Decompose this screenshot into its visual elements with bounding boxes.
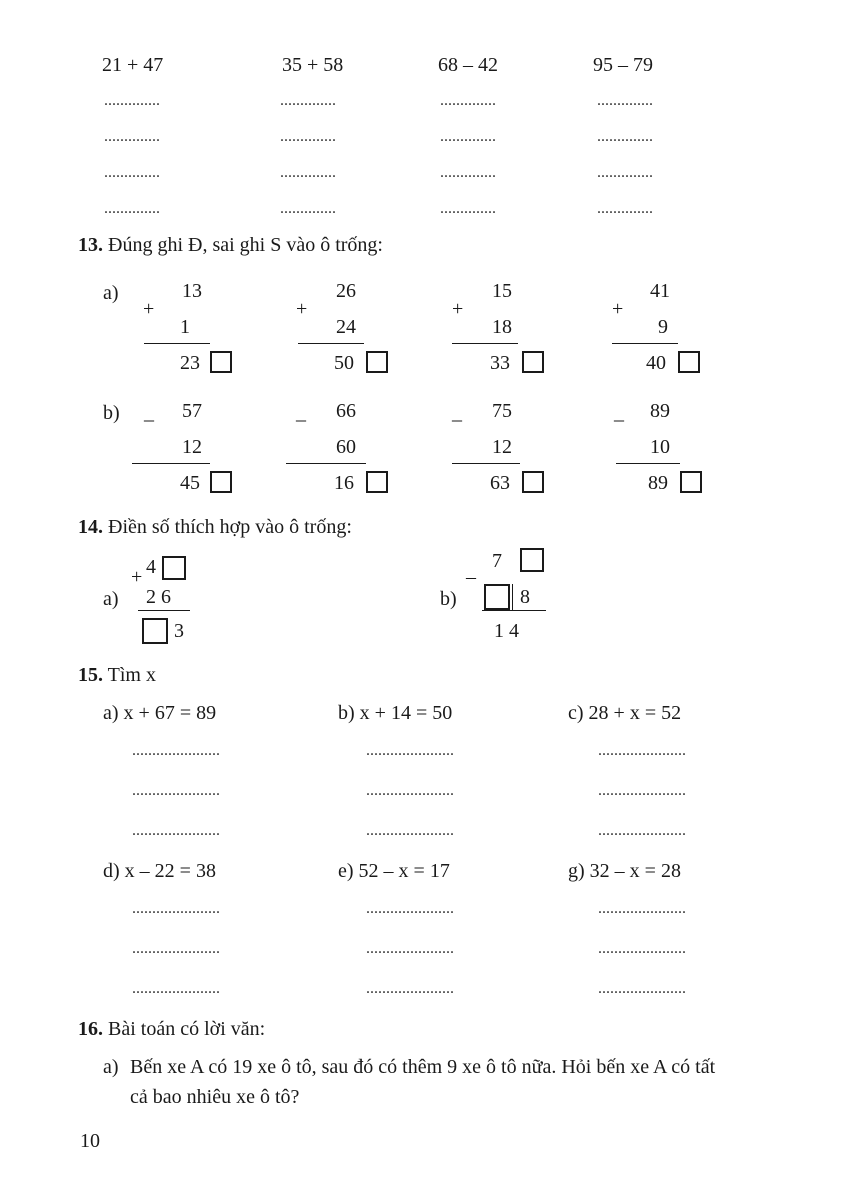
ex13-b3-answer-box[interactable] [522,471,544,493]
minus-sign: _ [144,402,154,424]
answer-line: .............. [440,164,496,181]
column-divider [512,584,513,610]
ex13-b2-result: 16 [334,472,354,494]
expr-3: 68 – 42 [438,54,498,76]
ex13-a3-bottom: 18 [492,316,512,338]
ex13-a2-result: 50 [334,352,354,374]
sum-line [144,343,210,344]
ex13-a1-answer-box[interactable] [210,351,232,373]
answer-line: ...................... [366,782,454,799]
plus-sign: + [612,298,624,320]
ex14-a-top-box[interactable] [162,556,186,580]
ex14-a-label: a) [103,588,119,610]
ex13-a3-answer-box[interactable] [522,351,544,373]
ex15-e: e) 52 – x = 17 [338,860,450,882]
ex13-b2-answer-box[interactable] [366,471,388,493]
ex15-c: c) 28 + x = 52 [568,702,682,724]
answer-line: .............. [104,164,160,181]
answer-line: ...................... [598,980,686,997]
ex13-a1-result: 23 [180,352,200,374]
exercise-13-title: Đúng ghi Đ, sai ghi S vào ô trống: [108,234,383,256]
ex13-a4-result: 40 [646,352,666,374]
ex14-b-label: b) [440,588,457,610]
sum-line [612,343,678,344]
ex13-a4-top: 41 [650,280,670,302]
ex13-b1-bottom: 12 [182,436,202,458]
ex14-b-result: 1 4 [494,620,519,642]
ex14-a-result-digit: 3 [174,620,184,642]
ex16-a-label: a) [103,1056,119,1078]
difference-line [286,463,366,464]
answer-line: .............. [280,92,336,109]
sum-line [298,343,364,344]
difference-line [482,610,546,611]
difference-line [616,463,680,464]
ex15-a: a) x + 67 = 89 [103,702,217,724]
minus-sign: _ [452,402,462,424]
answer-line: ...................... [366,980,454,997]
exercise-14-heading [78,516,352,539]
minus-sign: _ [614,402,624,424]
ex13-a4-bottom: 9 [658,316,668,338]
ex13-b2-top: 66 [336,400,356,422]
ex13-b4-bottom: 10 [650,436,670,458]
answer-line: .............. [280,200,336,217]
exercise-13-heading [78,234,383,257]
exercise-16-heading [78,1018,265,1041]
ex13-a1-bottom: 1 [180,316,190,338]
answer-line: .............. [597,92,653,109]
answer-line: .............. [104,92,160,109]
ex16-a-line2: cả bao nhiêu xe ô tô? [130,1086,300,1108]
ex13-b-label: b) [103,402,120,424]
answer-line: .............. [440,92,496,109]
minus-sign: – [466,566,476,588]
plus-sign: + [143,298,155,320]
answer-line: .............. [440,200,496,217]
sum-line [138,610,190,611]
ex13-a2-bottom: 24 [336,316,356,338]
difference-line [452,463,520,464]
ex14-a-top-digit: 4 [146,556,156,578]
ex13-a3-top: 15 [492,280,512,302]
plus-sign: + [296,298,308,320]
exercise-14-number: 14. [78,516,103,538]
answer-line: ...................... [132,782,220,799]
answer-line: ...................... [598,742,686,759]
exercise-16-number: 16. [78,1018,103,1040]
ex13-b4-answer-box[interactable] [680,471,702,493]
exercise-15-title: Tìm x [107,664,156,686]
ex13-b1-result: 45 [180,472,200,494]
ex13-a2-answer-box[interactable] [366,351,388,373]
ex13-b4-top: 89 [650,400,670,422]
ex14-a-result-box[interactable] [142,618,168,644]
answer-line: ...................... [598,940,686,957]
answer-line: .............. [104,128,160,145]
answer-line: ...................... [366,900,454,917]
ex13-a3-result: 33 [490,352,510,374]
answer-line: .............. [280,128,336,145]
ex13-b1-top: 57 [182,400,202,422]
ex15-b: b) x + 14 = 50 [338,702,453,724]
ex13-b3-bottom: 12 [492,436,512,458]
answer-line: ...................... [366,742,454,759]
answer-line: .............. [104,200,160,217]
answer-line: ...................... [132,980,220,997]
ex15-d: d) x – 22 = 38 [103,860,216,882]
answer-line: ...................... [366,940,454,957]
plus-sign: + [131,566,143,588]
ex14-b-top-box[interactable] [520,548,544,572]
answer-line: .............. [280,164,336,181]
ex13-a-label: a) [103,282,119,304]
answer-line: ...................... [366,822,454,839]
expr-2: 35 + 58 [282,54,344,76]
ex16-a-line1: Bến xe A có 19 xe ô tô, sau đó có thêm 9 xe ô tô nữa. Hỏi bến xe A có tất [130,1056,716,1078]
answer-line: ...................... [598,822,686,839]
answer-line: ...................... [598,782,686,799]
ex13-a1-top: 13 [182,280,202,302]
ex13-b3-top: 75 [492,400,512,422]
exercise-15-heading [78,664,156,687]
answer-line: ...................... [132,900,220,917]
expr-1: 21 + 47 [102,54,164,76]
answer-line: .............. [597,200,653,217]
ex13-a4-answer-box[interactable] [678,351,700,373]
page-number: 10 [80,1130,100,1152]
difference-line [132,463,210,464]
ex14-b-top-digit: 7 [492,550,502,572]
answer-line: ...................... [132,940,220,957]
ex13-b3-result: 63 [490,472,510,494]
answer-line: ...................... [132,742,220,759]
ex13-b2-bottom: 60 [336,436,356,458]
answer-line: .............. [597,164,653,181]
ex13-a2-top: 26 [336,280,356,302]
ex13-b4-result: 89 [648,472,668,494]
answer-line: ...................... [132,822,220,839]
ex14-b-second-box[interactable] [484,584,510,610]
exercise-14-title: Điền số thích hợp vào ô trống: [108,516,352,538]
ex13-b1-answer-box[interactable] [210,471,232,493]
answer-line: .............. [597,128,653,145]
ex14-a-second: 2 6 [146,586,171,608]
exercise-13-number: 13. [78,234,103,256]
ex15-g: g) 32 – x = 28 [568,860,681,882]
expr-4: 95 – 79 [593,54,653,76]
exercise-16-title: Bài toán có lời văn: [108,1018,266,1040]
answer-line: ...................... [598,900,686,917]
ex14-b-second-digit: 8 [520,586,530,608]
plus-sign: + [452,298,464,320]
sum-line [452,343,518,344]
answer-line: .............. [440,128,496,145]
exercise-15-number: 15. [78,664,103,686]
minus-sign: _ [296,402,306,424]
